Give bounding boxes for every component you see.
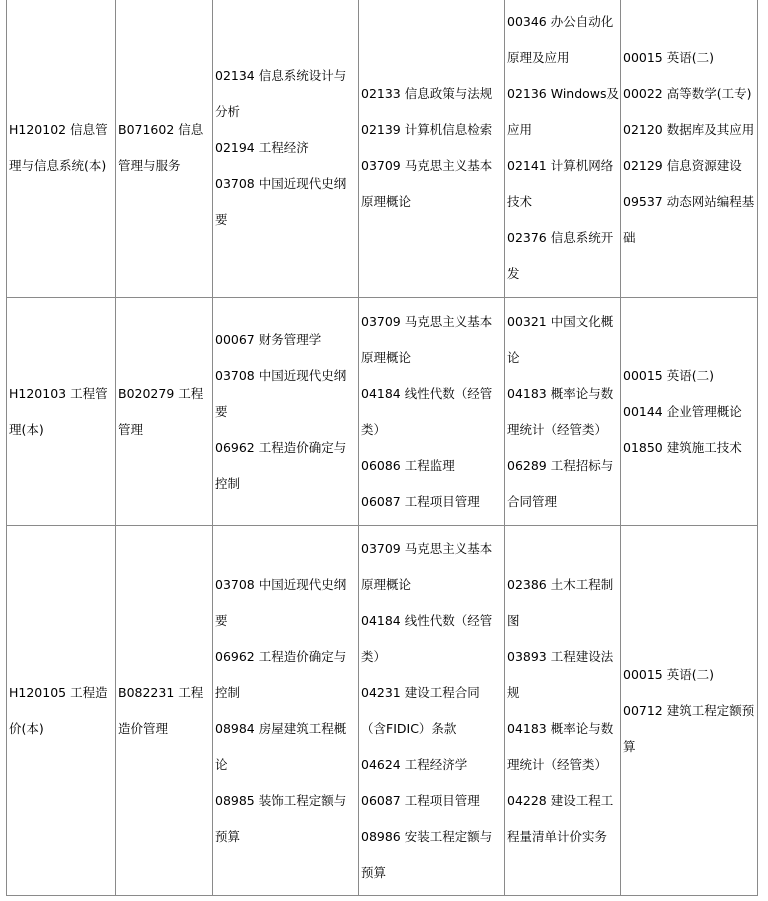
course-item: 04183 概率论与数理统计（经管类） <box>507 720 614 772</box>
course-item: 02376 信息系统开发 <box>507 229 614 281</box>
course-item: 00346 办公自动化原理及应用 <box>507 13 614 65</box>
course-item: 03708 中国近现代史纲要 <box>215 576 347 628</box>
course-cell <box>621 526 758 896</box>
course-item: 02120 数据库及其应用 <box>623 121 755 137</box>
course-item: 06289 工程招标与合同管理 <box>507 457 614 509</box>
course-item: 00015 英语(二) <box>623 367 714 383</box>
course-cell <box>505 526 621 896</box>
program-code: B020279 工程管理 <box>118 385 204 437</box>
course-item: 03709 马克思主义基本原理概论 <box>361 157 493 209</box>
course-cell <box>213 0 359 298</box>
major-cell <box>7 526 116 896</box>
course-item: 06086 工程监理 <box>361 457 455 473</box>
course-item: 03708 中国近现代史纲要 <box>215 175 347 227</box>
course-item: 03893 工程建设法规 <box>507 648 614 700</box>
course-cell <box>213 526 359 896</box>
course-table <box>6 0 758 896</box>
program-code-cell <box>116 526 213 896</box>
course-item: 01850 建筑施工技术 <box>623 439 742 455</box>
course-item: 04231 建设工程合同（含FIDIC）条款 <box>361 684 480 736</box>
course-item: 06087 工程项目管理 <box>361 792 480 808</box>
program-code-cell <box>116 298 213 526</box>
program-code-cell <box>116 0 213 298</box>
table-row <box>7 526 758 896</box>
course-item: 08985 装饰工程定额与预算 <box>215 792 347 844</box>
major-cell <box>7 298 116 526</box>
course-item: 06962 工程造价确定与控制 <box>215 439 347 491</box>
course-item: 02133 信息政策与法规 <box>361 85 493 101</box>
course-cell <box>621 298 758 526</box>
course-item: 00321 中国文化概论 <box>507 313 614 365</box>
course-cell <box>621 0 758 298</box>
course-item: 03709 马克思主义基本原理概论 <box>361 540 493 592</box>
program-code: B082231 工程造价管理 <box>118 684 204 736</box>
table-row <box>7 0 758 298</box>
course-item: 04183 概率论与数理统计（经管类） <box>507 385 614 437</box>
course-item: 06087 工程项目管理 <box>361 493 480 509</box>
course-item: 02134 信息系统设计与分析 <box>215 67 347 119</box>
course-item: 04184 线性代数（经管类） <box>361 385 493 437</box>
course-item: 06962 工程造价确定与控制 <box>215 648 347 700</box>
course-item: 00015 英语(二) <box>623 666 714 682</box>
course-cell <box>213 298 359 526</box>
course-item: 08984 房屋建筑工程概论 <box>215 720 347 772</box>
major-name: H120102 信息管理与信息系统(本) <box>9 121 108 173</box>
course-item: 02386 土木工程制图 <box>507 576 614 628</box>
course-item: 00015 英语(二) <box>623 49 714 65</box>
course-item: 04228 建设工程工程量清单计价实务 <box>507 792 614 844</box>
course-item: 00067 财务管理学 <box>215 331 322 347</box>
course-item: 03708 中国近现代史纲要 <box>215 367 347 419</box>
course-item: 04624 工程经济学 <box>361 756 468 772</box>
course-item: 02141 计算机网络技术 <box>507 157 614 209</box>
major-cell <box>7 0 116 298</box>
course-cell <box>359 0 505 298</box>
course-item: 02129 信息资源建设 <box>623 157 742 173</box>
course-cell <box>359 298 505 526</box>
program-code: B071602 信息管理与服务 <box>118 121 204 173</box>
course-item: 02136 Windows及应用 <box>507 85 620 137</box>
course-item: 00144 企业管理概论 <box>623 403 742 419</box>
course-cell <box>359 526 505 896</box>
course-item: 02194 工程经济 <box>215 139 309 155</box>
course-item: 03709 马克思主义基本原理概论 <box>361 313 493 365</box>
course-cell <box>505 298 621 526</box>
table-row <box>7 298 758 526</box>
course-item: 00712 建筑工程定额预算 <box>623 702 755 754</box>
course-item: 02139 计算机信息检索 <box>361 121 493 137</box>
course-item: 08986 安装工程定额与预算 <box>361 828 493 880</box>
major-name: H120105 工程造价(本) <box>9 684 108 736</box>
course-item: 00022 高等数学(工专) <box>623 85 752 101</box>
major-name: H120103 工程管理(本) <box>9 385 108 437</box>
course-item: 04184 线性代数（经管类） <box>361 612 493 664</box>
course-item: 09537 动态网站编程基础 <box>623 193 755 245</box>
course-cell <box>505 0 621 298</box>
